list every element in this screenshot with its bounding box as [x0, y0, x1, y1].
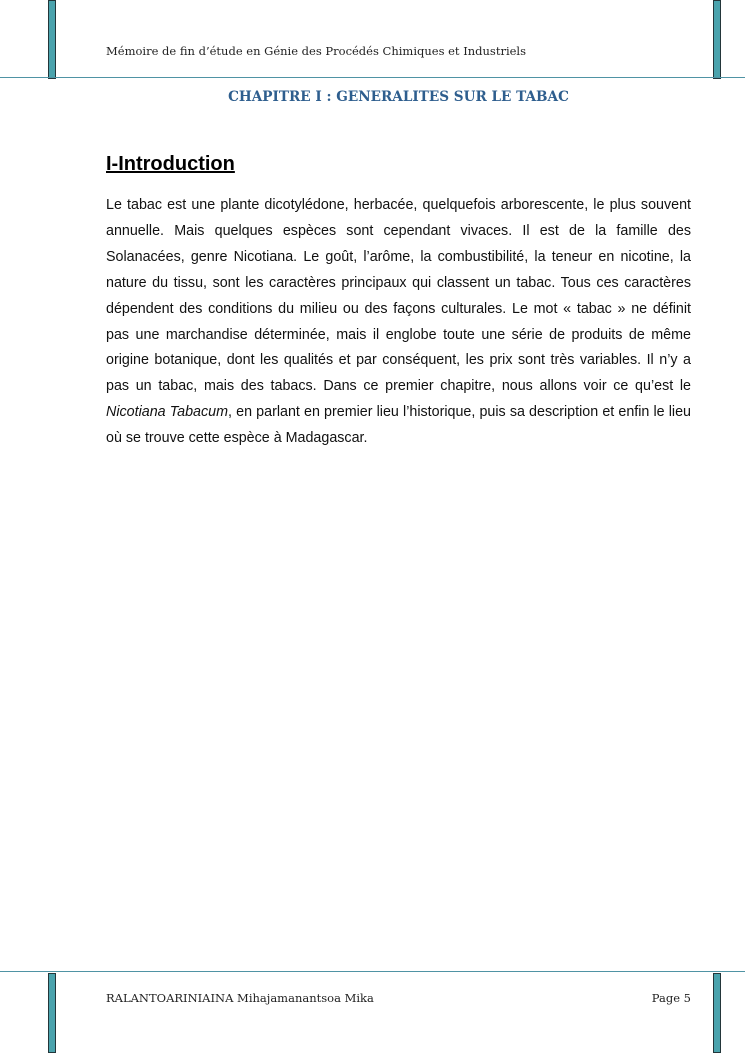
paragraph-text-end: , en parlant en premier lieu l’historique, puis sa description et enfin le lieu où se trouve cette espèce à Madagascar. — [106, 404, 692, 447]
header-left-bar — [48, 0, 56, 79]
footer-rule — [0, 971, 745, 972]
running-header: Mémoire de fin d’étude en Génie des Procédés Chimiques et Industriels — [106, 44, 527, 58]
footer-right-bar — [713, 973, 721, 1053]
paragraph-text-start: Le tabac est une plante dicotylédone, herbacée, quelquefois arborescente, le plus souvent annuelle. Mais quelques espèces sont cependant vivaces. Il est de la famille des Solanacées, genre Nicotiana. Le goût, l’arôme, la combustibilité, la teneur en nicotine, la nature du tissu, sont les caractères principaux qui classent un tabac. Tous ces caractères dépendent des conditions du milieu ou des façons culturales. Le mot « tabac » ne définit pas une marchandise déterminée, mais il englobe toute une série de produits de même origine botanique, dont les qualités et par conséquent, les prix sont très variables. Il n’y a pas un tabac, mais des tabacs. Dans ce premier chapitre, nous allons voir ce qu’est le — [106, 197, 691, 395]
intro-paragraph — [106, 193, 691, 452]
chapter-title: CHAPITRE I : GENERALITES SUR LE TABAC — [228, 89, 569, 105]
footer-author: RALANTOARINIAINA Mihajamanantsoa Mika — [106, 991, 374, 1005]
species-name: Nicotiana Tabacum — [106, 404, 229, 421]
header-right-bar — [713, 0, 721, 79]
header-rule — [0, 77, 745, 78]
footer-left-bar — [48, 973, 56, 1053]
section-heading: I-Introduction — [106, 153, 235, 175]
page-number: Page 5 — [651, 991, 691, 1005]
